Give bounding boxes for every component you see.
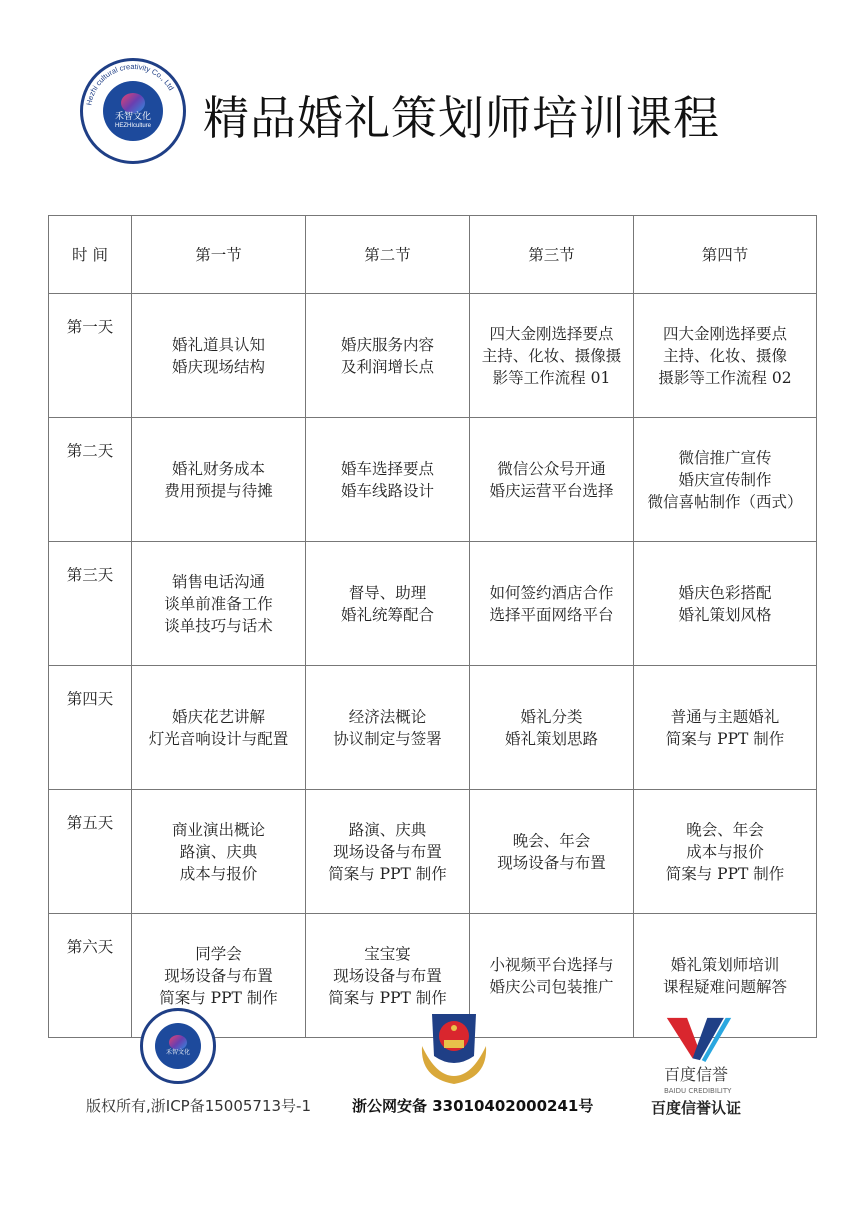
session-topic-line: 费用预提与待摊 [164, 481, 273, 500]
session-cell [306, 542, 470, 666]
table-row [49, 790, 817, 914]
session-cell [132, 542, 306, 666]
session-topic-line: 现场设备与布置 [333, 842, 442, 861]
table-row [49, 542, 817, 666]
session-topic-line: 婚车线路设计 [340, 481, 434, 500]
session-cell [470, 790, 634, 914]
session-cell [306, 790, 470, 914]
table-row [49, 418, 817, 542]
session-cell [634, 294, 817, 418]
session-topic-line: 婚礼策划风格 [678, 605, 772, 624]
session-topic-line: 婚礼策划思路 [504, 729, 598, 748]
session-topic-line: 同学会 [195, 944, 242, 963]
session-topic-line: 小视频平台选择与 [489, 955, 614, 974]
session-topic-line: 协议制定与签署 [333, 729, 442, 748]
session-topic-line: 婚庆现场结构 [171, 357, 265, 376]
day-cell: 第一天 [49, 294, 132, 418]
session-topic-line: 路演、庆典 [179, 842, 258, 861]
svg-text:Hezhi cultural creativity Co.,: Hezhi cultural creativity Co., Ltd [84, 61, 176, 107]
session-cell [634, 542, 817, 666]
session-topic-line: 简案与 PPT 制作 [328, 988, 447, 1007]
day-cell: 第二天 [49, 418, 132, 542]
session-topic-line: 婚礼策划师培训 [670, 955, 780, 974]
table-header-row [49, 216, 817, 294]
logo-swirl-icon [121, 93, 145, 113]
table-row [49, 294, 817, 418]
session-topic-line: 微信喜帖制作（西式） [647, 492, 803, 511]
day-cell: 第五天 [49, 790, 132, 914]
icp-copyright: 版权所有,浙ICP备15005713号-1 [86, 1097, 312, 1115]
session-topic-line: 微信公众号开通 [497, 459, 606, 478]
baidu-certification: 百度信誉认证 [651, 1099, 742, 1117]
session-topic-line: 现场设备与布置 [164, 966, 273, 985]
session-topic-line: 及利润增长点 [340, 357, 434, 376]
session-topic-line: 摄影等工作流程 02 [658, 368, 792, 387]
company-logo [80, 58, 186, 164]
session-cell [634, 790, 817, 914]
session-topic-line: 婚庆公司包装推广 [489, 977, 614, 996]
logo-brand-en: HEZHIculture [114, 122, 151, 129]
session-topic-line: 销售电话沟通 [171, 572, 265, 591]
session-topic-line: 如何签约酒店合作 [489, 583, 614, 602]
session-topic-line: 现场设备与布置 [497, 853, 606, 872]
session-topic-line: 简案与 PPT 制作 [665, 729, 785, 748]
session-topic-line: 简案与 PPT 制作 [328, 864, 447, 883]
session-topic-line: 婚礼财务成本 [171, 459, 265, 478]
session-topic-line: 宝宝宴 [364, 944, 411, 963]
baidu-credibility-logo-icon [664, 1016, 734, 1062]
session-topic-line: 课程疑难问题解答 [662, 977, 787, 996]
session-topic-line: 简案与 PPT 制作 [665, 864, 785, 883]
session-topic-line: 婚庆花艺讲解 [171, 707, 265, 726]
page-title: 精品婚礼策划师培训课程 [203, 91, 720, 145]
session-topic-line: 婚车选择要点 [340, 459, 434, 478]
logo-brand-cn: 禾智文化 [114, 111, 151, 122]
session-topic-line: 灯光音响设计与配置 [148, 729, 289, 748]
day-cell: 第三天 [49, 542, 132, 666]
session-cell [132, 790, 306, 914]
session-topic-line: 婚礼统筹配合 [340, 605, 434, 624]
session-topic-line: 普通与主题婚礼 [670, 707, 780, 726]
session-cell [132, 294, 306, 418]
session-topic-line: 成本与报价 [179, 864, 258, 883]
logo-brand-cn: 禾智文化 [165, 1049, 190, 1057]
session-topic-line: 商业演出概论 [171, 820, 265, 839]
session-cell [634, 418, 817, 542]
logo-swirl-icon [169, 1035, 187, 1050]
session-topic-line: 选择平面网络平台 [489, 605, 614, 624]
session-topic-line: 婚庆宣传制作 [678, 470, 772, 489]
footer-company-logo [140, 1008, 216, 1084]
baidu-brand-en: BAIDU CREDIBILITY [664, 1087, 732, 1095]
session-topic-line: 婚礼分类 [520, 707, 583, 726]
session-cell [306, 418, 470, 542]
column-header: 第二节 [306, 216, 470, 294]
session-topic-line: 主持、化妆、摄像摄 [481, 346, 622, 365]
session-cell [306, 666, 470, 790]
session-cell [470, 294, 634, 418]
session-topic-line: 四大金刚选择要点 [662, 324, 787, 343]
day-cell: 第六天 [49, 914, 132, 1038]
session-cell [470, 418, 634, 542]
session-topic-line: 晚会、年会 [512, 831, 591, 850]
table-row [49, 666, 817, 790]
police-emblem-icon [412, 1006, 496, 1086]
session-topic-line: 谈单前准备工作 [164, 594, 273, 613]
session-cell [470, 542, 634, 666]
session-cell [634, 666, 817, 790]
session-cell [470, 666, 634, 790]
session-topic-line: 简案与 PPT 制作 [159, 988, 278, 1007]
session-topic-line: 督导、助理 [348, 583, 427, 602]
session-topic-line: 四大金刚选择要点 [489, 324, 614, 343]
session-topic-line: 路演、庆典 [348, 820, 427, 839]
session-topic-line: 影等工作流程 01 [492, 368, 611, 387]
session-topic-line: 微信推广宣传 [678, 448, 772, 467]
session-topic-line: 婚礼道具认知 [171, 335, 265, 354]
baidu-brand: 百度信誉 [664, 1065, 729, 1084]
session-cell [306, 294, 470, 418]
session-topic-line: 主持、化妆、摄像 [662, 346, 787, 365]
course-schedule-table [48, 215, 817, 1038]
session-topic-line: 婚庆色彩搭配 [678, 583, 772, 602]
session-topic-line: 现场设备与布置 [333, 966, 442, 985]
session-topic-line: 婚庆服务内容 [340, 335, 434, 354]
session-topic-line: 婚庆运营平台选择 [489, 481, 614, 500]
police-record-number: 浙公网安备 33010402000241号 [352, 1097, 594, 1115]
column-header: 时 间 [49, 216, 132, 294]
column-header: 第四节 [634, 216, 817, 294]
session-topic-line: 谈单技巧与话术 [164, 616, 273, 635]
column-header: 第一节 [132, 216, 306, 294]
session-cell [132, 418, 306, 542]
day-cell: 第四天 [49, 666, 132, 790]
session-topic-line: 晚会、年会 [686, 820, 764, 839]
session-topic-line: 成本与报价 [686, 842, 764, 861]
column-header: 第三节 [470, 216, 634, 294]
session-topic-line: 经济法概论 [348, 707, 427, 726]
session-cell [132, 666, 306, 790]
